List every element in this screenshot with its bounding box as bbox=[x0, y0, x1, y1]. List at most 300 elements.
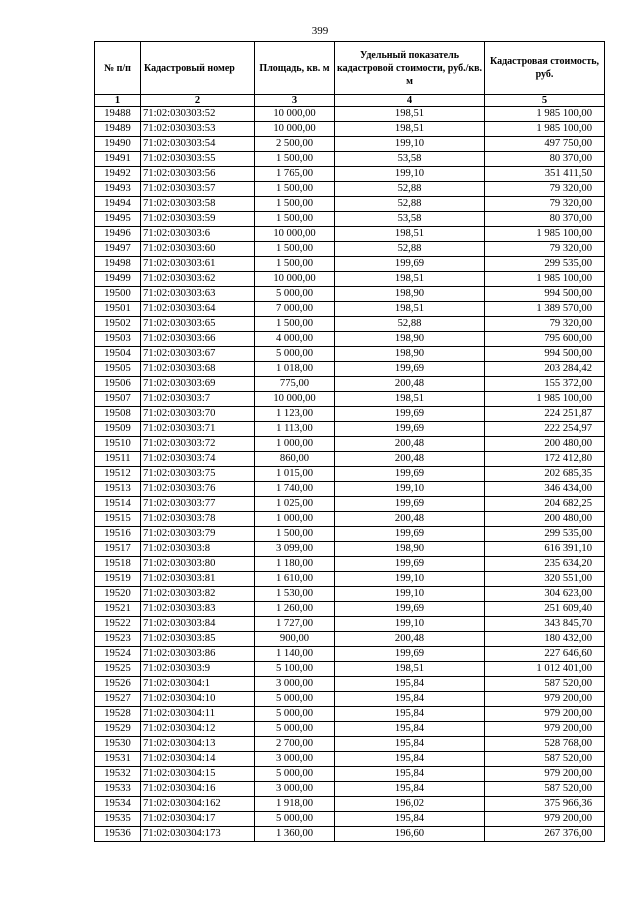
cadastral-value: 172 412,80 bbox=[485, 452, 605, 467]
unit-value: 52,88 bbox=[335, 182, 485, 197]
column-number: 2 bbox=[141, 95, 255, 107]
unit-value: 199,10 bbox=[335, 587, 485, 602]
cadastral-number: 71:02:030303:58 bbox=[141, 197, 255, 212]
area: 1 500,00 bbox=[255, 317, 335, 332]
row-number: 19501 bbox=[95, 302, 141, 317]
cadastral-value: 979 200,00 bbox=[485, 812, 605, 827]
unit-value: 195,84 bbox=[335, 812, 485, 827]
area: 1 140,00 bbox=[255, 647, 335, 662]
cadastral-number: 71:02:030303:80 bbox=[141, 557, 255, 572]
area: 1 015,00 bbox=[255, 467, 335, 482]
row-number: 19499 bbox=[95, 272, 141, 287]
unit-value: 199,69 bbox=[335, 497, 485, 512]
column-number: 3 bbox=[255, 95, 335, 107]
table-row bbox=[95, 527, 605, 542]
row-number: 19533 bbox=[95, 782, 141, 797]
table-row bbox=[95, 767, 605, 782]
area: 5 100,00 bbox=[255, 662, 335, 677]
cadastral-number: 71:02:030303:54 bbox=[141, 137, 255, 152]
cadastral-value: 1 985 100,00 bbox=[485, 392, 605, 407]
cadastral-value: 251 609,40 bbox=[485, 602, 605, 617]
cadastral-number: 71:02:030303:86 bbox=[141, 647, 255, 662]
cadastral-number: 71:02:030303:84 bbox=[141, 617, 255, 632]
cadastral-number: 71:02:030303:72 bbox=[141, 437, 255, 452]
unit-value: 199,10 bbox=[335, 617, 485, 632]
area: 1 610,00 bbox=[255, 572, 335, 587]
table-row bbox=[95, 542, 605, 557]
unit-value: 195,84 bbox=[335, 737, 485, 752]
table-row bbox=[95, 722, 605, 737]
table-row bbox=[95, 377, 605, 392]
table-row bbox=[95, 797, 605, 812]
unit-value: 199,10 bbox=[335, 572, 485, 587]
cadastral-value: 180 432,00 bbox=[485, 632, 605, 647]
cadastral-value: 235 634,20 bbox=[485, 557, 605, 572]
column-number: 5 bbox=[485, 95, 605, 107]
row-number: 19495 bbox=[95, 212, 141, 227]
cadastral-value: 1 389 570,00 bbox=[485, 302, 605, 317]
cadastral-number: 71:02:030303:77 bbox=[141, 497, 255, 512]
table-row bbox=[95, 467, 605, 482]
cadastral-number: 71:02:030303:75 bbox=[141, 467, 255, 482]
row-number: 19498 bbox=[95, 257, 141, 272]
cadastral-value: 343 845,70 bbox=[485, 617, 605, 632]
area: 5 000,00 bbox=[255, 767, 335, 782]
cadastral-number: 71:02:030303:71 bbox=[141, 422, 255, 437]
unit-value: 199,69 bbox=[335, 362, 485, 377]
cadastral-number: 71:02:030304:1 bbox=[141, 677, 255, 692]
cadastral-value: 1 985 100,00 bbox=[485, 227, 605, 242]
cadastral-value: 200 480,00 bbox=[485, 437, 605, 452]
unit-value: 199,69 bbox=[335, 422, 485, 437]
row-number: 19524 bbox=[95, 647, 141, 662]
unit-value: 199,69 bbox=[335, 647, 485, 662]
cadastral-number: 71:02:030303:56 bbox=[141, 167, 255, 182]
row-number: 19500 bbox=[95, 287, 141, 302]
cadastral-number: 71:02:030303:65 bbox=[141, 317, 255, 332]
unit-value: 200,48 bbox=[335, 437, 485, 452]
table-row bbox=[95, 692, 605, 707]
area: 1 500,00 bbox=[255, 152, 335, 167]
row-number: 19518 bbox=[95, 557, 141, 572]
row-number: 19531 bbox=[95, 752, 141, 767]
area: 5 000,00 bbox=[255, 707, 335, 722]
row-number: 19535 bbox=[95, 812, 141, 827]
cadastral-number: 71:02:030303:81 bbox=[141, 572, 255, 587]
area: 1 000,00 bbox=[255, 512, 335, 527]
cadastral-number: 71:02:030303:55 bbox=[141, 152, 255, 167]
area: 1 500,00 bbox=[255, 242, 335, 257]
cadastral-value: 202 685,35 bbox=[485, 467, 605, 482]
row-number: 19528 bbox=[95, 707, 141, 722]
row-number: 19490 bbox=[95, 137, 141, 152]
table-row bbox=[95, 707, 605, 722]
area: 1 530,00 bbox=[255, 587, 335, 602]
table-row bbox=[95, 677, 605, 692]
row-number: 19508 bbox=[95, 407, 141, 422]
area: 1 123,00 bbox=[255, 407, 335, 422]
cadastral-value: 304 623,00 bbox=[485, 587, 605, 602]
row-number: 19502 bbox=[95, 317, 141, 332]
unit-value: 198,90 bbox=[335, 347, 485, 362]
table-row bbox=[95, 812, 605, 827]
cadastral-value: 1 985 100,00 bbox=[485, 272, 605, 287]
column-number: 4 bbox=[335, 95, 485, 107]
area: 5 000,00 bbox=[255, 812, 335, 827]
row-number: 19523 bbox=[95, 632, 141, 647]
row-number: 19519 bbox=[95, 572, 141, 587]
table-row bbox=[95, 512, 605, 527]
unit-value: 52,88 bbox=[335, 242, 485, 257]
unit-value: 195,84 bbox=[335, 677, 485, 692]
row-number: 19521 bbox=[95, 602, 141, 617]
cadastral-value: 267 376,00 bbox=[485, 827, 605, 842]
table-row bbox=[95, 152, 605, 167]
cadastral-number: 71:02:030303:68 bbox=[141, 362, 255, 377]
row-number: 19511 bbox=[95, 452, 141, 467]
area: 10 000,00 bbox=[255, 107, 335, 122]
cadastral-number: 71:02:030303:60 bbox=[141, 242, 255, 257]
row-number: 19530 bbox=[95, 737, 141, 752]
cadastral-number: 71:02:030303:64 bbox=[141, 302, 255, 317]
area: 3 099,00 bbox=[255, 542, 335, 557]
header-area: Площадь, кв. м bbox=[255, 42, 335, 95]
cadastral-value: 79 320,00 bbox=[485, 182, 605, 197]
cadastral-number: 71:02:030303:76 bbox=[141, 482, 255, 497]
area: 1 500,00 bbox=[255, 212, 335, 227]
table-row bbox=[95, 317, 605, 332]
table-row bbox=[95, 257, 605, 272]
table-row bbox=[95, 557, 605, 572]
area: 775,00 bbox=[255, 377, 335, 392]
cadastral-value: 587 520,00 bbox=[485, 677, 605, 692]
row-number: 19522 bbox=[95, 617, 141, 632]
area: 4 000,00 bbox=[255, 332, 335, 347]
table-row bbox=[95, 587, 605, 602]
column-number: 1 bbox=[95, 95, 141, 107]
row-number: 19515 bbox=[95, 512, 141, 527]
unit-value: 198,51 bbox=[335, 122, 485, 137]
table-row bbox=[95, 107, 605, 122]
table-row bbox=[95, 752, 605, 767]
area: 10 000,00 bbox=[255, 122, 335, 137]
unit-value: 200,48 bbox=[335, 632, 485, 647]
unit-value: 199,69 bbox=[335, 257, 485, 272]
cadastral-value: 1 985 100,00 bbox=[485, 122, 605, 137]
cadastral-value: 79 320,00 bbox=[485, 242, 605, 257]
unit-value: 199,69 bbox=[335, 467, 485, 482]
cadastral-number: 71:02:030303:8 bbox=[141, 542, 255, 557]
row-number: 19497 bbox=[95, 242, 141, 257]
area: 1 500,00 bbox=[255, 182, 335, 197]
area: 5 000,00 bbox=[255, 347, 335, 362]
cadastral-value: 320 551,00 bbox=[485, 572, 605, 587]
area: 1 260,00 bbox=[255, 602, 335, 617]
unit-value: 195,84 bbox=[335, 767, 485, 782]
row-number: 19509 bbox=[95, 422, 141, 437]
cadastral-number: 71:02:030304:10 bbox=[141, 692, 255, 707]
row-number: 19488 bbox=[95, 107, 141, 122]
table-row bbox=[95, 737, 605, 752]
cadastral-value: 375 966,36 bbox=[485, 797, 605, 812]
cadastral-value: 616 391,10 bbox=[485, 542, 605, 557]
cadastral-number: 71:02:030303:6 bbox=[141, 227, 255, 242]
row-number: 19489 bbox=[95, 122, 141, 137]
table-row bbox=[95, 302, 605, 317]
cadastral-value: 528 768,00 bbox=[485, 737, 605, 752]
row-number: 19507 bbox=[95, 392, 141, 407]
row-number: 19529 bbox=[95, 722, 141, 737]
area: 10 000,00 bbox=[255, 392, 335, 407]
cadastral-value: 346 434,00 bbox=[485, 482, 605, 497]
cadastral-value: 80 370,00 bbox=[485, 152, 605, 167]
unit-value: 198,51 bbox=[335, 227, 485, 242]
area: 860,00 bbox=[255, 452, 335, 467]
cadastral-number: 71:02:030303:62 bbox=[141, 272, 255, 287]
cadastral-number: 71:02:030303:74 bbox=[141, 452, 255, 467]
table-row bbox=[95, 332, 605, 347]
unit-value: 198,90 bbox=[335, 287, 485, 302]
area: 1 500,00 bbox=[255, 197, 335, 212]
table-row bbox=[95, 347, 605, 362]
cadastral-value: 299 535,00 bbox=[485, 257, 605, 272]
cadastral-number: 71:02:030303:82 bbox=[141, 587, 255, 602]
unit-value: 195,84 bbox=[335, 692, 485, 707]
unit-value: 196,02 bbox=[335, 797, 485, 812]
row-number: 19525 bbox=[95, 662, 141, 677]
table-row bbox=[95, 782, 605, 797]
cadastral-number: 71:02:030303:67 bbox=[141, 347, 255, 362]
area: 2 700,00 bbox=[255, 737, 335, 752]
unit-value: 52,88 bbox=[335, 197, 485, 212]
unit-value: 198,90 bbox=[335, 332, 485, 347]
cadastral-number: 71:02:030304:11 bbox=[141, 707, 255, 722]
cadastral-value: 1 985 100,00 bbox=[485, 107, 605, 122]
cadastral-number: 71:02:030303:9 bbox=[141, 662, 255, 677]
cadastral-value: 994 500,00 bbox=[485, 287, 605, 302]
area: 3 000,00 bbox=[255, 782, 335, 797]
table-row bbox=[95, 272, 605, 287]
table-row bbox=[95, 167, 605, 182]
table-row bbox=[95, 437, 605, 452]
area: 10 000,00 bbox=[255, 272, 335, 287]
area: 5 000,00 bbox=[255, 287, 335, 302]
cadastral-number: 71:02:030303:57 bbox=[141, 182, 255, 197]
row-number: 19491 bbox=[95, 152, 141, 167]
table-row bbox=[95, 287, 605, 302]
cadastral-number: 71:02:030304:15 bbox=[141, 767, 255, 782]
table-row bbox=[95, 662, 605, 677]
row-number: 19494 bbox=[95, 197, 141, 212]
row-number: 19527 bbox=[95, 692, 141, 707]
table-row bbox=[95, 497, 605, 512]
area: 7 000,00 bbox=[255, 302, 335, 317]
unit-value: 198,51 bbox=[335, 302, 485, 317]
cadastral-value: 979 200,00 bbox=[485, 707, 605, 722]
cadastral-number: 71:02:030303:70 bbox=[141, 407, 255, 422]
table-row bbox=[95, 617, 605, 632]
header-no: № п/п bbox=[95, 42, 141, 95]
area: 1 765,00 bbox=[255, 167, 335, 182]
area: 1 113,00 bbox=[255, 422, 335, 437]
header-row bbox=[95, 42, 605, 95]
cadastral-value: 587 520,00 bbox=[485, 782, 605, 797]
cadastral-number: 71:02:030304:17 bbox=[141, 812, 255, 827]
area: 1 000,00 bbox=[255, 437, 335, 452]
table-row bbox=[95, 452, 605, 467]
cadastral-number: 71:02:030304:13 bbox=[141, 737, 255, 752]
header-cadastral-value: Кадастровая стоимость, руб. bbox=[485, 42, 605, 95]
table-row bbox=[95, 182, 605, 197]
cadastral-value: 994 500,00 bbox=[485, 347, 605, 362]
table-row bbox=[95, 242, 605, 257]
page-number: 399 bbox=[311, 25, 329, 37]
cadastral-value: 497 750,00 bbox=[485, 137, 605, 152]
table-row bbox=[95, 227, 605, 242]
cadastral-value: 1 012 401,00 bbox=[485, 662, 605, 677]
unit-value: 199,69 bbox=[335, 602, 485, 617]
area: 1 918,00 bbox=[255, 797, 335, 812]
area: 2 500,00 bbox=[255, 137, 335, 152]
cadastral-value: 979 200,00 bbox=[485, 767, 605, 782]
table-row bbox=[95, 422, 605, 437]
row-number: 19492 bbox=[95, 167, 141, 182]
row-number: 19496 bbox=[95, 227, 141, 242]
unit-value: 199,10 bbox=[335, 137, 485, 152]
unit-value: 196,60 bbox=[335, 827, 485, 842]
table-row bbox=[95, 122, 605, 137]
unit-value: 195,84 bbox=[335, 722, 485, 737]
table-row bbox=[95, 647, 605, 662]
cadastral-value: 79 320,00 bbox=[485, 317, 605, 332]
cadastral-value: 979 200,00 bbox=[485, 722, 605, 737]
cadastral-number: 71:02:030304:14 bbox=[141, 752, 255, 767]
row-number: 19517 bbox=[95, 542, 141, 557]
row-number: 19510 bbox=[95, 437, 141, 452]
cadastral-value: 155 372,00 bbox=[485, 377, 605, 392]
cadastral-value: 979 200,00 bbox=[485, 692, 605, 707]
cadastral-number: 71:02:030303:53 bbox=[141, 122, 255, 137]
table-row bbox=[95, 392, 605, 407]
unit-value: 53,58 bbox=[335, 212, 485, 227]
table-body bbox=[95, 107, 605, 842]
row-number: 19514 bbox=[95, 497, 141, 512]
table-row bbox=[95, 362, 605, 377]
unit-value: 199,10 bbox=[335, 482, 485, 497]
cadastral-number: 71:02:030304:173 bbox=[141, 827, 255, 842]
cadastral-table bbox=[94, 41, 605, 842]
area: 5 000,00 bbox=[255, 692, 335, 707]
row-number: 19503 bbox=[95, 332, 141, 347]
unit-value: 199,69 bbox=[335, 407, 485, 422]
area: 10 000,00 bbox=[255, 227, 335, 242]
cadastral-value: 203 284,42 bbox=[485, 362, 605, 377]
unit-value: 195,84 bbox=[335, 707, 485, 722]
table-row bbox=[95, 482, 605, 497]
area: 1 727,00 bbox=[255, 617, 335, 632]
cadastral-number: 71:02:030303:85 bbox=[141, 632, 255, 647]
cadastral-number: 71:02:030304:162 bbox=[141, 797, 255, 812]
cadastral-number: 71:02:030303:52 bbox=[141, 107, 255, 122]
unit-value: 53,58 bbox=[335, 152, 485, 167]
cadastral-value: 222 254,97 bbox=[485, 422, 605, 437]
table-row bbox=[95, 137, 605, 152]
table-row bbox=[95, 827, 605, 842]
row-number: 19534 bbox=[95, 797, 141, 812]
unit-value: 200,48 bbox=[335, 452, 485, 467]
cadastral-value: 80 370,00 bbox=[485, 212, 605, 227]
area: 1 018,00 bbox=[255, 362, 335, 377]
cadastral-number: 71:02:030303:69 bbox=[141, 377, 255, 392]
cadastral-value: 224 251,87 bbox=[485, 407, 605, 422]
cadastral-number: 71:02:030303:61 bbox=[141, 257, 255, 272]
area: 1 360,00 bbox=[255, 827, 335, 842]
cadastral-number: 71:02:030303:78 bbox=[141, 512, 255, 527]
row-number: 19520 bbox=[95, 587, 141, 602]
cadastral-number: 71:02:030303:83 bbox=[141, 602, 255, 617]
unit-value: 195,84 bbox=[335, 782, 485, 797]
cadastral-value: 200 480,00 bbox=[485, 512, 605, 527]
header-unit-value: Удельный показатель кадастровой стоимости, руб./кв. м bbox=[335, 42, 485, 95]
cadastral-number: 71:02:030303:79 bbox=[141, 527, 255, 542]
row-number: 19526 bbox=[95, 677, 141, 692]
area: 5 000,00 bbox=[255, 722, 335, 737]
table-row bbox=[95, 572, 605, 587]
unit-value: 195,84 bbox=[335, 752, 485, 767]
area: 3 000,00 bbox=[255, 752, 335, 767]
cadastral-number: 71:02:030303:66 bbox=[141, 332, 255, 347]
unit-value: 198,51 bbox=[335, 392, 485, 407]
unit-value: 199,69 bbox=[335, 527, 485, 542]
unit-value: 198,51 bbox=[335, 662, 485, 677]
cadastral-value: 204 682,25 bbox=[485, 497, 605, 512]
unit-value: 199,10 bbox=[335, 167, 485, 182]
area: 1 740,00 bbox=[255, 482, 335, 497]
unit-value: 200,48 bbox=[335, 377, 485, 392]
cadastral-value: 79 320,00 bbox=[485, 197, 605, 212]
area: 3 000,00 bbox=[255, 677, 335, 692]
area: 1 500,00 bbox=[255, 257, 335, 272]
unit-value: 198,90 bbox=[335, 542, 485, 557]
unit-value: 198,51 bbox=[335, 107, 485, 122]
row-number: 19504 bbox=[95, 347, 141, 362]
cadastral-number: 71:02:030304:16 bbox=[141, 782, 255, 797]
unit-value: 198,51 bbox=[335, 272, 485, 287]
table-row bbox=[95, 407, 605, 422]
table-row bbox=[95, 602, 605, 617]
cadastral-number: 71:02:030303:59 bbox=[141, 212, 255, 227]
row-number: 19506 bbox=[95, 377, 141, 392]
area: 1 025,00 bbox=[255, 497, 335, 512]
cadastral-value: 795 600,00 bbox=[485, 332, 605, 347]
row-number: 19493 bbox=[95, 182, 141, 197]
header-cadastral-number: Кадастровый номер bbox=[141, 42, 255, 95]
cadastral-number: 71:02:030303:7 bbox=[141, 392, 255, 407]
area: 1 180,00 bbox=[255, 557, 335, 572]
cadastral-value: 351 411,50 bbox=[485, 167, 605, 182]
cadastral-value: 587 520,00 bbox=[485, 752, 605, 767]
column-number-row bbox=[95, 95, 605, 107]
unit-value: 199,69 bbox=[335, 557, 485, 572]
row-number: 19513 bbox=[95, 482, 141, 497]
table-row bbox=[95, 212, 605, 227]
row-number: 19516 bbox=[95, 527, 141, 542]
area: 1 500,00 bbox=[255, 527, 335, 542]
table-row bbox=[95, 197, 605, 212]
unit-value: 52,88 bbox=[335, 317, 485, 332]
area: 900,00 bbox=[255, 632, 335, 647]
row-number: 19512 bbox=[95, 467, 141, 482]
